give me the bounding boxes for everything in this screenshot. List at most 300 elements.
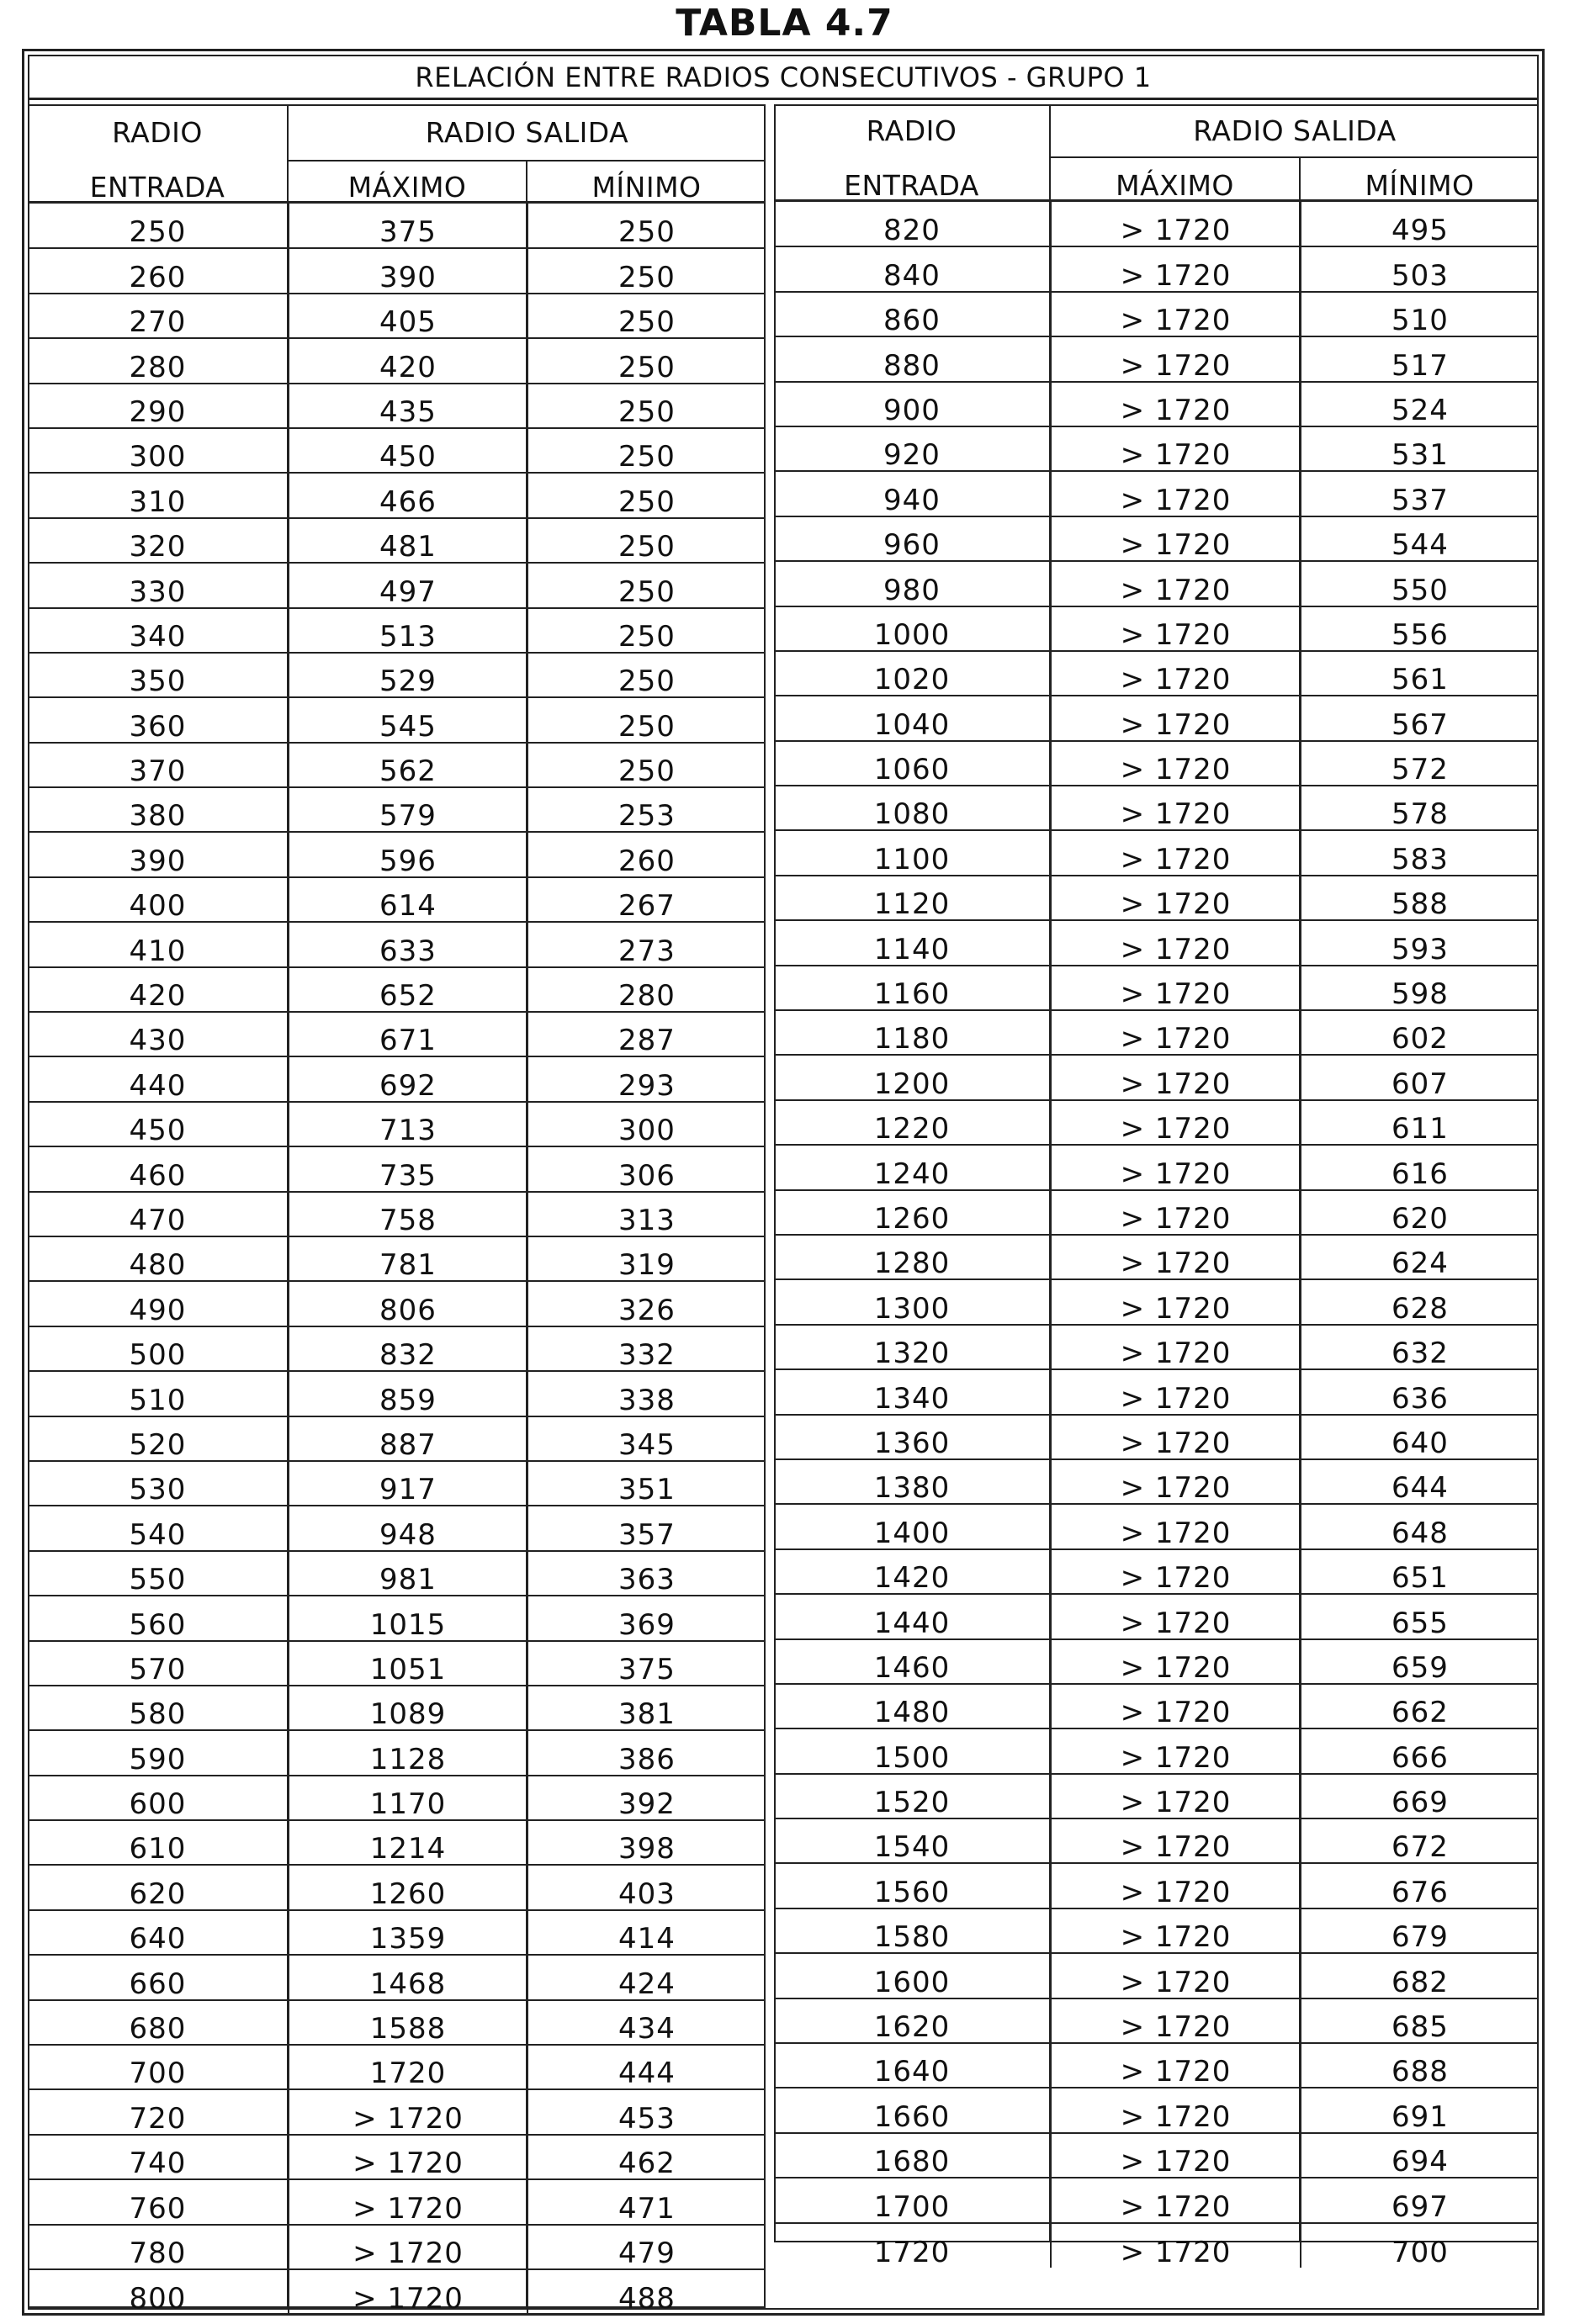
radio-entrada-cell: 800 (28, 2269, 289, 2314)
header-minimo: MÍNIMO (1365, 169, 1475, 202)
radio-entrada-cell: 1160 (774, 966, 1051, 1010)
table-row (774, 1818, 1539, 1863)
radio-salida-maximo-cell: 466 (289, 473, 527, 517)
table-row (28, 832, 766, 876)
radio-salida-minimo-cell: 644 (1301, 1459, 1539, 1504)
radio-entrada-cell: 1460 (774, 1639, 1051, 1684)
radio-salida-minimo-cell: 602 (1301, 1010, 1539, 1055)
radio-salida-minimo-cell: 636 (1301, 1369, 1539, 1414)
radio-salida-maximo-cell: 917 (289, 1461, 527, 1506)
table-row (28, 338, 766, 383)
radio-salida-maximo-cell: 832 (289, 1326, 527, 1371)
header-radio-entrada-top: RADIO (112, 116, 203, 149)
radio-entrada-cell: 380 (28, 787, 289, 832)
table-row (28, 2179, 766, 2224)
radio-entrada-cell: 400 (28, 877, 289, 922)
radio-entrada-cell: 1540 (774, 1818, 1051, 1863)
radio-entrada-cell: 470 (28, 1192, 289, 1236)
table-row (774, 1549, 1539, 1594)
table-row (28, 922, 766, 966)
radio-salida-minimo-cell: 253 (527, 787, 766, 832)
radio-salida-maximo-cell: > 1720 (1051, 651, 1301, 696)
radio-salida-maximo-cell: 1588 (289, 2000, 527, 2045)
radio-entrada-cell: 880 (774, 336, 1051, 381)
radio-entrada-cell: 1520 (774, 1774, 1051, 1818)
radio-entrada-cell: 640 (28, 1910, 289, 1955)
radio-salida-maximo-cell: 579 (289, 787, 527, 832)
table-row (774, 1774, 1539, 1818)
radio-salida-maximo-cell: > 1720 (1051, 1818, 1301, 1863)
radio-salida-minimo-cell: 250 (527, 697, 766, 742)
radio-salida-minimo-cell: 593 (1301, 920, 1539, 965)
table-row (774, 830, 1539, 875)
table-row (28, 2045, 766, 2089)
radio-salida-minimo-cell: 287 (527, 1012, 766, 1056)
table-row (28, 384, 766, 428)
radio-entrada-cell: 490 (28, 1281, 289, 1326)
radio-salida-maximo-cell: 692 (289, 1056, 527, 1101)
radio-salida-maximo-cell: > 1720 (1051, 2223, 1301, 2268)
radio-entrada-cell: 960 (774, 516, 1051, 561)
radio-entrada-cell: 1060 (774, 741, 1051, 786)
table-row (28, 1686, 766, 1730)
radio-salida-maximo-cell: 1015 (289, 1596, 527, 1640)
radio-salida-minimo-cell: 471 (527, 2179, 766, 2224)
radio-salida-maximo-cell: 735 (289, 1146, 527, 1191)
radio-entrada-cell: 1500 (774, 1728, 1051, 1773)
table-row (28, 697, 766, 742)
radio-entrada-cell: 1320 (774, 1325, 1051, 1369)
radio-entrada-cell: 1560 (774, 1863, 1051, 1908)
radio-entrada-cell: 1680 (774, 2133, 1051, 2178)
radio-salida-minimo-cell: 250 (527, 653, 766, 697)
radio-salida-maximo-cell: > 1720 (1051, 1145, 1301, 1189)
radio-salida-maximo-cell: > 1720 (1051, 1684, 1301, 1728)
radio-entrada-cell: 430 (28, 1012, 289, 1056)
header-radio-entrada-bottom: ENTRADA (844, 169, 979, 202)
radio-salida-maximo-cell: > 1720 (1051, 2178, 1301, 2222)
radio-entrada-cell: 820 (774, 202, 1051, 246)
radio-entrada-cell: 250 (28, 204, 289, 248)
table-row (28, 1236, 766, 1281)
radio-salida-minimo-cell: 624 (1301, 1235, 1539, 1279)
table-row (774, 2178, 1539, 2222)
radio-salida-minimo-cell: 414 (527, 1910, 766, 1955)
radio-entrada-cell: 290 (28, 384, 289, 428)
table-row (774, 1728, 1539, 1773)
radio-salida-minimo-cell: 250 (527, 294, 766, 338)
radio-entrada-cell: 370 (28, 743, 289, 787)
radio-salida-minimo-cell: 544 (1301, 516, 1539, 561)
radio-entrada-cell: 720 (28, 2089, 289, 2134)
radio-salida-minimo-cell: 300 (527, 1102, 766, 1146)
page-title: TABLA 4.7 (676, 2, 893, 45)
radio-salida-maximo-cell: > 1720 (289, 2269, 527, 2314)
radio-entrada-cell: 300 (28, 428, 289, 473)
radio-entrada-cell: 1660 (774, 2088, 1051, 2132)
radio-salida-minimo-cell: 666 (1301, 1728, 1539, 1773)
radio-salida-minimo-cell: 510 (1301, 292, 1539, 336)
table-row (774, 1055, 1539, 1099)
radio-entrada-cell: 390 (28, 832, 289, 876)
table-row (28, 473, 766, 517)
radio-salida-maximo-cell: 529 (289, 653, 527, 697)
table-row (774, 292, 1539, 336)
radio-entrada-cell: 550 (28, 1551, 289, 1596)
radio-salida-minimo-cell: 679 (1301, 1908, 1539, 1953)
radio-salida-maximo-cell: 1051 (289, 1641, 527, 1686)
table-row (774, 561, 1539, 606)
table-row (774, 2088, 1539, 2132)
radio-salida-minimo-cell: 326 (527, 1281, 766, 1326)
radio-salida-maximo-cell: 781 (289, 1236, 527, 1281)
table-row (28, 608, 766, 653)
radio-salida-minimo-cell: 250 (527, 204, 766, 248)
table-row (774, 2223, 1539, 2268)
radio-salida-maximo-cell: > 1720 (1051, 606, 1301, 651)
table-row (774, 1235, 1539, 1279)
radio-salida-maximo-cell: > 1720 (1051, 1774, 1301, 1818)
table-row (28, 1955, 766, 1999)
radio-salida-minimo-cell: 598 (1301, 966, 1539, 1010)
radio-entrada-cell: 1220 (774, 1100, 1051, 1145)
radio-salida-minimo-cell: 524 (1301, 382, 1539, 426)
table-row (28, 294, 766, 338)
table-row (28, 877, 766, 922)
radio-salida-minimo-cell: 620 (1301, 1190, 1539, 1235)
table-row (774, 651, 1539, 696)
radio-salida-minimo-cell: 700 (1391, 2235, 1449, 2269)
radio-salida-minimo-cell: 655 (1301, 1594, 1539, 1638)
table-row (774, 1594, 1539, 1638)
radio-salida-minimo-cell: 691 (1301, 2088, 1539, 2132)
radio-salida-maximo-cell: > 1720 (1051, 426, 1301, 471)
radio-salida-minimo-cell: 260 (527, 832, 766, 876)
header-salida-divider (1051, 156, 1539, 158)
radio-entrada-cell: 980 (774, 561, 1051, 606)
radio-salida-maximo-cell: > 1720 (289, 2179, 527, 2224)
table-row (28, 1012, 766, 1056)
table-row (28, 1056, 766, 1101)
radio-salida-minimo-cell: 588 (1301, 876, 1539, 920)
radio-entrada-cell: 530 (28, 1461, 289, 1506)
radio-salida-minimo-cell: 250 (527, 384, 766, 428)
radio-salida-minimo-cell: 357 (527, 1506, 766, 1550)
radio-entrada-cell: 610 (28, 1820, 289, 1865)
radio-salida-maximo-cell: > 1720 (1051, 1728, 1301, 1773)
radio-entrada-cell: 1140 (774, 920, 1051, 965)
header-minimo: MÍNIMO (591, 171, 702, 204)
radio-salida-maximo-cell: 981 (289, 1551, 527, 1596)
radio-salida-maximo-cell: > 1720 (1051, 382, 1301, 426)
table-row (28, 1281, 766, 1326)
radio-entrada-cell: 1040 (774, 696, 1051, 740)
radio-salida-maximo-cell: > 1720 (1051, 2088, 1301, 2132)
radio-salida-maximo-cell: 652 (289, 967, 527, 1012)
table-row (28, 248, 766, 293)
radio-entrada-cell: 310 (28, 473, 289, 517)
radio-salida-maximo-cell: 1468 (289, 1955, 527, 1999)
radio-entrada-cell: 440 (28, 1056, 289, 1101)
table-row (774, 920, 1539, 965)
table-row (774, 202, 1539, 246)
radio-salida-maximo-cell: > 1720 (1051, 1190, 1301, 1235)
radio-salida-minimo-cell: 392 (527, 1776, 766, 1820)
radio-salida-minimo-cell: 694 (1301, 2133, 1539, 2178)
radio-salida-minimo-cell: 488 (618, 2282, 676, 2316)
left-data-table (28, 204, 766, 2314)
radio-salida-maximo-cell: > 1720 (1051, 1055, 1301, 1099)
table-row (774, 246, 1539, 291)
radio-salida-minimo-cell: 462 (527, 2135, 766, 2179)
table-row (774, 1639, 1539, 1684)
table-row (774, 1459, 1539, 1504)
table-row (774, 1863, 1539, 1908)
radio-salida-minimo-cell: 403 (527, 1865, 766, 1909)
table-row (28, 967, 766, 1012)
left-table-block (28, 104, 766, 2316)
radio-entrada-cell: 600 (28, 1776, 289, 1820)
radio-salida-minimo-cell: 306 (527, 1146, 766, 1191)
radio-salida-maximo-cell: 887 (289, 1416, 527, 1461)
radio-salida-minimo-cell: 453 (527, 2089, 766, 2134)
table-row (774, 1908, 1539, 1953)
radio-salida-maximo-cell: > 1720 (289, 2089, 527, 2134)
table-row (774, 1369, 1539, 1414)
table-row (28, 2225, 766, 2269)
table-row (28, 1730, 766, 1775)
radio-entrada-cell: 350 (28, 653, 289, 697)
radio-salida-minimo-cell: 537 (1301, 471, 1539, 516)
radio-entrada-cell: 780 (28, 2225, 289, 2269)
radio-salida-maximo-cell: > 1720 (1051, 920, 1301, 965)
radio-entrada-cell: 580 (28, 1686, 289, 1730)
radio-salida-maximo-cell: 497 (289, 563, 527, 607)
header-maximo: MÁXIMO (1116, 169, 1234, 202)
table-row (28, 787, 766, 832)
radio-entrada-cell: 1020 (774, 651, 1051, 696)
table-row (28, 1551, 766, 1596)
radio-salida-maximo-cell: 481 (289, 518, 527, 563)
radio-entrada-cell: 420 (28, 967, 289, 1012)
radio-salida-minimo-cell: 293 (527, 1056, 766, 1101)
radio-salida-maximo-cell: 405 (289, 294, 527, 338)
radio-entrada-cell: 1200 (774, 1055, 1051, 1099)
radio-entrada-cell: 500 (28, 1326, 289, 1371)
header-radio-entrada-bottom: ENTRADA (89, 171, 225, 204)
radio-salida-maximo-cell: 1720 (289, 2045, 527, 2089)
radio-salida-minimo-cell: 607 (1301, 1055, 1539, 1099)
radio-salida-maximo-cell: 1170 (289, 1776, 527, 1820)
radio-entrada-cell: 1120 (774, 876, 1051, 920)
radio-salida-maximo-cell: > 1720 (1051, 516, 1301, 561)
table-row (28, 1192, 766, 1236)
header-radio-salida: RADIO SALIDA (1193, 114, 1397, 147)
radio-salida-maximo-cell: > 1720 (1051, 471, 1301, 516)
radio-salida-minimo-cell: 676 (1301, 1863, 1539, 1908)
radio-entrada-cell: 570 (28, 1641, 289, 1686)
radio-salida-minimo-cell: 250 (527, 518, 766, 563)
table-row (774, 1100, 1539, 1145)
table-row (774, 1684, 1539, 1728)
radio-salida-minimo-cell: 632 (1301, 1325, 1539, 1369)
radio-salida-maximo-cell: > 1720 (1051, 2043, 1301, 2088)
radio-entrada-cell: 1480 (774, 1684, 1051, 1728)
radio-salida-minimo-cell: 250 (527, 473, 766, 517)
radio-salida-maximo-cell: 596 (289, 832, 527, 876)
radio-salida-minimo-cell: 250 (527, 743, 766, 787)
radio-salida-maximo-cell: 1260 (289, 1865, 527, 1909)
table-row (28, 563, 766, 607)
table-subtitle: RELACIÓN ENTRE RADIOS CONSECUTIVOS - GRUPO 1 (415, 61, 1152, 93)
radio-entrada-cell: 1300 (774, 1279, 1051, 1324)
radio-salida-minimo-cell: 672 (1301, 1818, 1539, 1863)
right-table-block (774, 104, 1539, 2269)
radio-salida-maximo-cell: 450 (289, 428, 527, 473)
subtitle-divider (28, 98, 1539, 100)
table-row (774, 1998, 1539, 2043)
radio-entrada-cell: 1340 (774, 1369, 1051, 1414)
radio-salida-minimo-cell: 250 (527, 608, 766, 653)
radio-salida-minimo-cell: 685 (1301, 1998, 1539, 2043)
radio-salida-minimo-cell: 250 (527, 428, 766, 473)
table-row (774, 1145, 1539, 1189)
table-row (28, 204, 766, 248)
radio-entrada-cell: 760 (28, 2179, 289, 2224)
radio-salida-maximo-cell: > 1720 (1051, 1100, 1301, 1145)
radio-entrada-cell: 1260 (774, 1190, 1051, 1235)
radio-salida-maximo-cell: > 1720 (1051, 1325, 1301, 1369)
radio-entrada-cell: 330 (28, 563, 289, 607)
table-row (774, 2133, 1539, 2178)
table-row (28, 1910, 766, 1955)
radio-entrada-cell: 480 (28, 1236, 289, 1281)
table-row (774, 1190, 1539, 1235)
radio-entrada-cell: 320 (28, 518, 289, 563)
radio-salida-minimo-cell: 479 (527, 2225, 766, 2269)
table-row (774, 741, 1539, 786)
radio-salida-minimo-cell: 250 (527, 248, 766, 293)
radio-entrada-cell: 1400 (774, 1504, 1051, 1548)
table-row (28, 1641, 766, 1686)
radio-entrada-cell: 680 (28, 2000, 289, 2045)
radio-entrada-cell: 280 (28, 338, 289, 383)
radio-salida-minimo-cell: 434 (527, 2000, 766, 2045)
radio-salida-maximo-cell: > 1720 (1051, 1594, 1301, 1638)
radio-entrada-cell: 1360 (774, 1415, 1051, 1459)
radio-salida-minimo-cell: 363 (527, 1551, 766, 1596)
radio-salida-maximo-cell: > 1720 (1051, 1459, 1301, 1504)
radio-salida-minimo-cell: 531 (1301, 426, 1539, 471)
table-row (774, 1325, 1539, 1369)
table-row (28, 653, 766, 697)
radio-entrada-cell: 660 (28, 1955, 289, 1999)
radio-salida-minimo-cell: 503 (1301, 246, 1539, 291)
radio-salida-maximo-cell: > 1720 (1051, 561, 1301, 606)
radio-salida-maximo-cell: 671 (289, 1012, 527, 1056)
radio-salida-minimo-cell: 250 (527, 563, 766, 607)
table-row (774, 1504, 1539, 1548)
radio-salida-maximo-cell: > 1720 (1051, 786, 1301, 830)
radio-entrada-cell: 700 (28, 2045, 289, 2089)
radio-salida-minimo-cell: 381 (527, 1686, 766, 1730)
radio-salida-maximo-cell: > 1720 (1051, 1639, 1301, 1684)
radio-salida-maximo-cell: > 1720 (289, 2135, 527, 2179)
radio-salida-minimo-cell: 648 (1301, 1504, 1539, 1548)
radio-entrada-cell: 1600 (774, 1953, 1051, 1998)
table-row (28, 1820, 766, 1865)
radio-entrada-cell: 940 (774, 471, 1051, 516)
table-row (28, 1102, 766, 1146)
radio-salida-minimo-cell: 688 (1301, 2043, 1539, 2088)
table-row (774, 876, 1539, 920)
radio-salida-minimo-cell: 250 (527, 338, 766, 383)
radio-salida-maximo-cell: 513 (289, 608, 527, 653)
radio-entrada-cell: 1000 (774, 606, 1051, 651)
radio-salida-minimo-cell: 267 (527, 877, 766, 922)
table-row (28, 1596, 766, 1640)
table-row (28, 1461, 766, 1506)
radio-salida-maximo-cell: > 1720 (1051, 292, 1301, 336)
radio-salida-maximo-cell: 948 (289, 1506, 527, 1550)
table-row (774, 786, 1539, 830)
radio-entrada-cell: 1180 (774, 1010, 1051, 1055)
table-row (774, 1953, 1539, 1998)
radio-salida-maximo-cell: > 1720 (1051, 336, 1301, 381)
radio-entrada-cell: 1420 (774, 1549, 1051, 1594)
radio-salida-minimo-cell: 398 (527, 1820, 766, 1865)
radio-salida-maximo-cell: > 1720 (1051, 202, 1301, 246)
radio-salida-minimo-cell: 332 (527, 1326, 766, 1371)
table-row (28, 1371, 766, 1416)
radio-salida-maximo-cell: > 1720 (1051, 741, 1301, 786)
radio-salida-minimo-cell: 669 (1301, 1774, 1539, 1818)
radio-entrada-cell: 520 (28, 1416, 289, 1461)
table-row (28, 1865, 766, 1909)
radio-salida-maximo-cell: 1089 (289, 1686, 527, 1730)
right-data-table (774, 202, 1539, 2268)
radio-salida-maximo-cell: 1359 (289, 1910, 527, 1955)
radio-salida-minimo-cell: 662 (1301, 1684, 1539, 1728)
radio-entrada-cell: 260 (28, 248, 289, 293)
radio-entrada-cell: 860 (774, 292, 1051, 336)
radio-entrada-cell: 1440 (774, 1594, 1051, 1638)
table-row (774, 516, 1539, 561)
table-row (28, 1326, 766, 1371)
radio-salida-minimo-cell: 338 (527, 1371, 766, 1416)
radio-salida-maximo-cell: 713 (289, 1102, 527, 1146)
radio-salida-minimo-cell: 495 (1301, 202, 1539, 246)
radio-salida-maximo-cell: 390 (289, 248, 527, 293)
radio-salida-minimo-cell: 424 (527, 1955, 766, 1999)
radio-salida-maximo-cell: > 1720 (1051, 1235, 1301, 1279)
radio-entrada-cell: 1580 (774, 1908, 1051, 1953)
radio-entrada-cell: 410 (28, 922, 289, 966)
radio-salida-maximo-cell: > 1720 (1051, 1369, 1301, 1414)
radio-salida-minimo-cell: 567 (1301, 696, 1539, 740)
table-row (774, 426, 1539, 471)
header-radio-salida: RADIO SALIDA (425, 116, 629, 149)
radio-salida-maximo-cell: > 1720 (1051, 830, 1301, 875)
radio-entrada-cell: 1700 (774, 2178, 1051, 2222)
table-row (774, 1279, 1539, 1324)
radio-entrada-cell: 340 (28, 608, 289, 653)
radio-salida-minimo-cell: 561 (1301, 651, 1539, 696)
table-row (774, 382, 1539, 426)
radio-salida-minimo-cell: 444 (527, 2045, 766, 2089)
radio-entrada-cell: 900 (774, 382, 1051, 426)
radio-salida-minimo-cell: 369 (527, 1596, 766, 1640)
